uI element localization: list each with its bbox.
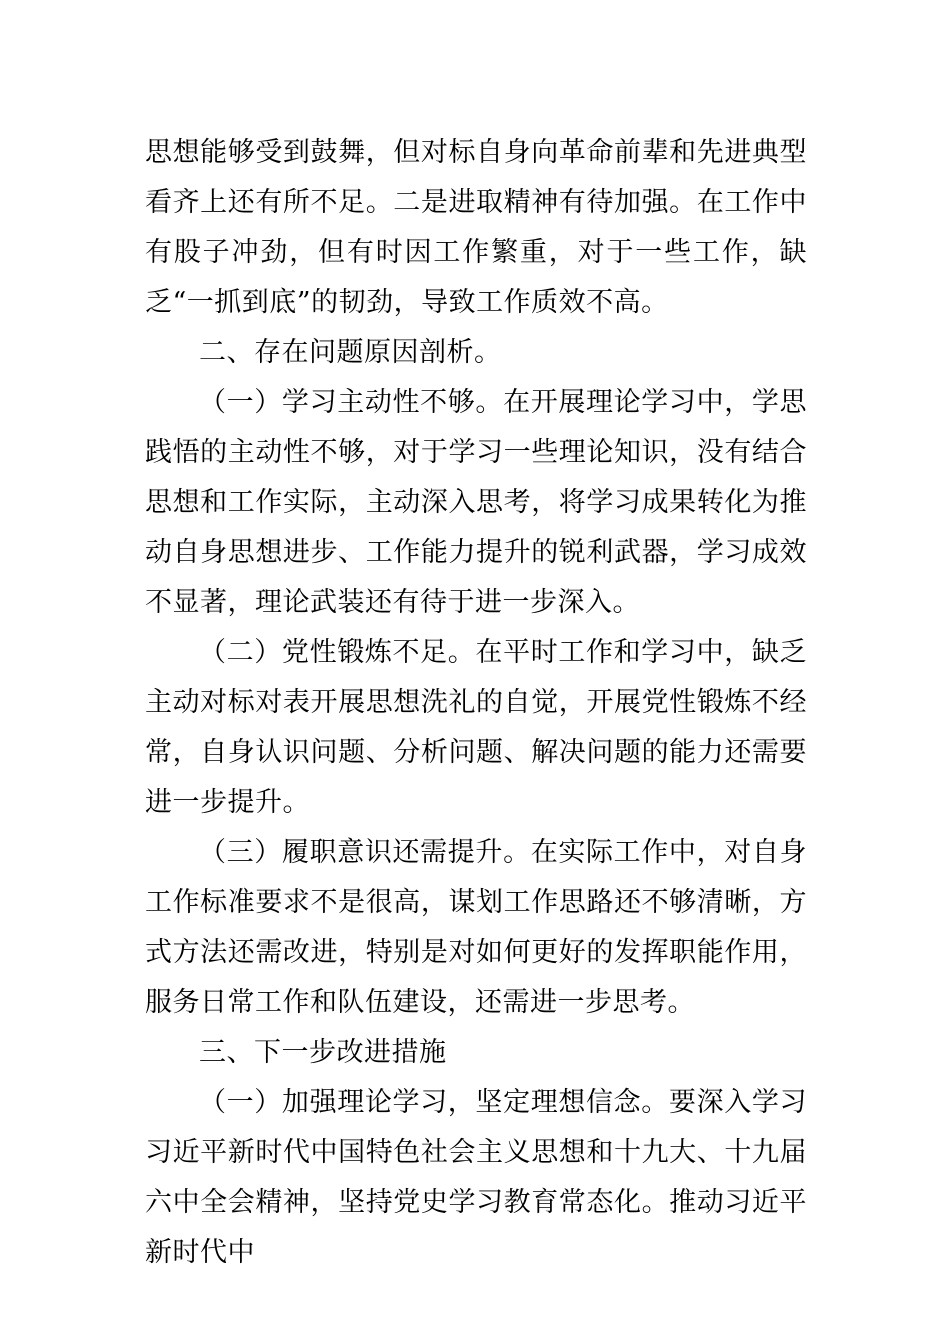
paragraph-theory-study: （一）加强理论学习，坚定理想信念。要深入学习习近平新时代中国特色社会主义思想和十九大、十九届六中全会精神，坚持党史学习教育常态化。推动习近平新时代中	[145, 1087, 807, 1268]
paragraph-study-initiative: （一）学习主动性不够。在开展理论学习中，学思践悟的主动性不够，对于学习一些理论知识，没有结合思想和工作实际，主动深入思考，将学习成果转化为推动自身思想进步、工作能力提升的锐利武器，学习成效不显著，理论武装还有待于进一步深入。	[145, 387, 807, 618]
paragraph-duty-awareness: （三）履职意识还需提升。在实际工作中，对自身工作标准要求不是很高，谋划工作思路还不够清晰，方式方法还需改进，特别是对如何更好的发挥职能作用，服务日常工作和队伍建设，还需进一步思考。	[145, 837, 807, 1018]
paragraph-party-spirit: （二）党性锻炼不足。在平时工作和学习中，缺乏主动对标对表开展思想洗礼的自觉，开展党性锻炼不经常，自身认识问题、分析问题、解决问题的能力还需要进一步提升。	[145, 637, 807, 818]
document-body	[145, 128, 807, 1278]
section-heading-improvement-measures: 三、下一步改进措施	[199, 1037, 447, 1068]
section-heading-cause-analysis: 二、存在问题原因剖析。	[199, 337, 502, 368]
paragraph-continuation: 思想能够受到鼓舞，但对标自身向革命前辈和先进典型看齐上还有所不足。二是进取精神有待加强。在工作中有股子冲劲，但有时因工作繁重，对于一些工作，缺乏“一抓到底”的韧劲，导致工作质效不高。	[145, 137, 807, 318]
